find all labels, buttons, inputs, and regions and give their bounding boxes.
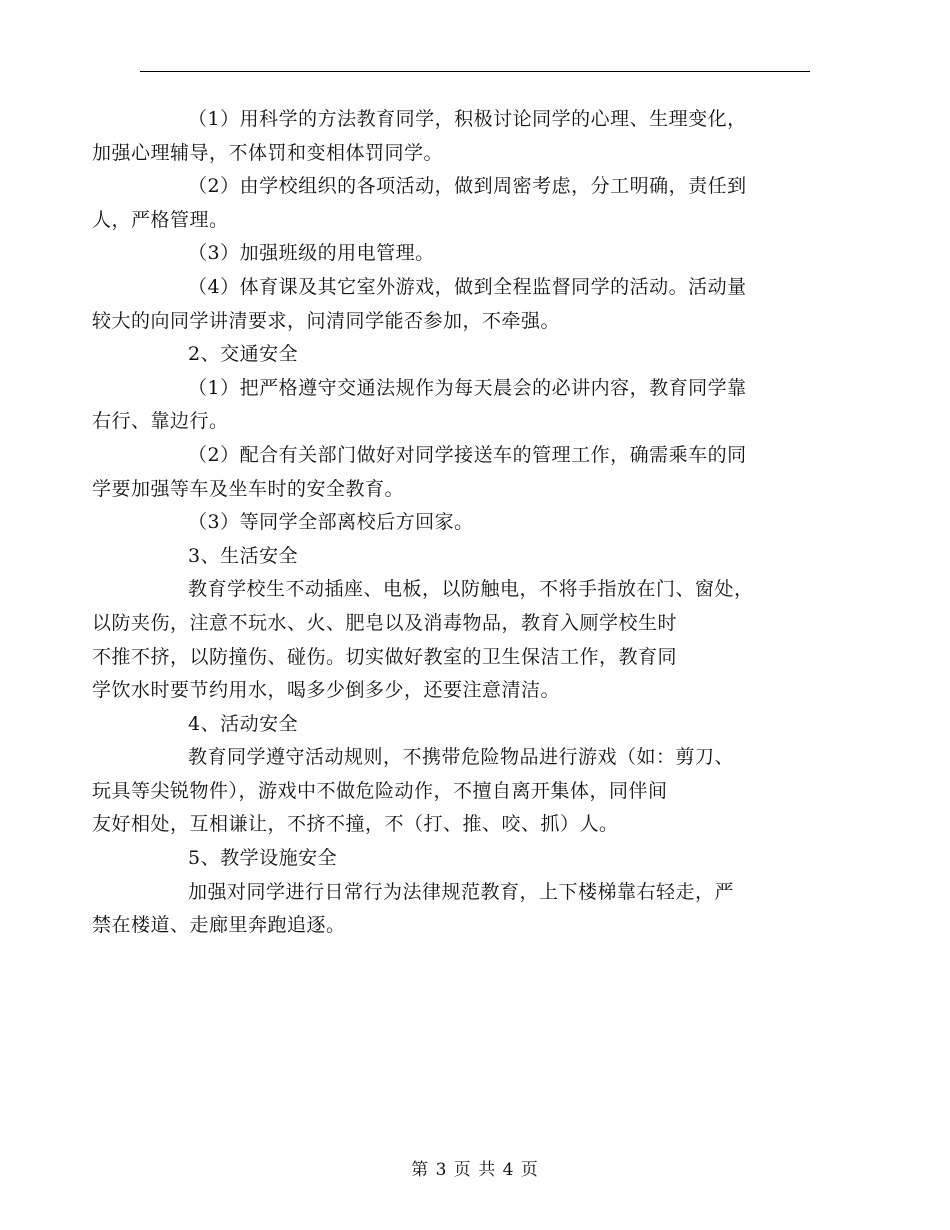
text-line: 学要加强等车及坐车时的安全教育。	[92, 477, 405, 500]
paragraph	[92, 103, 810, 170]
paragraph	[140, 338, 810, 372]
paragraph	[140, 237, 810, 271]
text-line: （4）体育课及其它室外游戏，做到全程监督同学的活动。活动量	[188, 275, 747, 298]
paragraph	[140, 708, 810, 742]
header-rule	[140, 71, 810, 72]
paragraph	[92, 573, 810, 707]
text-line: 加强心理辅导，不体罚和变相体罚同学。	[92, 141, 444, 164]
text-line: 教育学校生不动插座、电板，以防触电，不将手指放在门、窗处，	[188, 578, 754, 601]
text-line: 较大的向同学讲清要求，问清同学能否参加，不牵强。	[92, 309, 561, 332]
paragraph	[92, 439, 810, 506]
paragraph	[92, 372, 810, 439]
document-body	[92, 103, 810, 943]
text-line: （1）把严格遵守交通法规作为每天晨会的必讲内容，教育同学靠	[188, 376, 747, 399]
paragraph	[140, 842, 810, 876]
paragraph	[140, 506, 810, 540]
text-line: 不推不挤，以防撞伤、碰伤。切实做好教室的卫生保洁工作，教育同	[92, 645, 678, 668]
text-line: （1）用科学的方法教育同学，积极讨论同学的心理、生理变化，	[188, 108, 747, 130]
page-number: 第 3 页 共 4 页	[411, 1160, 539, 1180]
text-line: 友好相处，互相谦让，不挤不撞，不（打、推、咬、抓）人。	[92, 813, 619, 836]
paragraph	[92, 876, 810, 943]
text-line: 加强对同学进行日常行为法律规范教育，上下楼梯靠右轻走，严	[188, 880, 735, 903]
paragraph	[92, 170, 810, 237]
paragraph	[92, 741, 810, 842]
text-line: 5、教学设施安全	[188, 847, 338, 870]
text-line: 禁在楼道、走廊里奔跑追逐。	[92, 914, 346, 937]
text-line: 学饮水时要节约用水，喝多少倒多少，还要注意清洁。	[92, 679, 561, 702]
paragraph	[140, 540, 810, 574]
text-line: 玩具等尖锐物件），游戏中不做危险动作，不擅自离开集体，同伴间	[92, 779, 668, 802]
text-line: （2）配合有关部门做好对同学接送车的管理工作，确需乘车的同	[188, 443, 747, 466]
text-line: 右行、靠边行。	[92, 410, 229, 433]
text-line: 以防夹伤，注意不玩水、火、肥皂以及消毒物品，教育入厕学校生时	[92, 611, 678, 634]
text-line: （2）由学校组织的各项活动，做到周密考虑，分工明确，责任到	[188, 175, 747, 198]
text-line: 2、交通安全	[188, 343, 299, 366]
text-line: 人，严格管理。	[92, 208, 229, 231]
text-line: 3、生活安全	[188, 544, 299, 567]
text-line: （3）等同学全部离校后方回家。	[188, 511, 474, 534]
text-line: 教育同学遵守活动规则，不携带危险物品进行游戏（如：剪刀、	[188, 746, 735, 769]
text-line: （3）加强班级的用电管理。	[188, 242, 435, 265]
paragraph	[92, 271, 810, 338]
text-line: 4、活动安全	[188, 712, 299, 735]
